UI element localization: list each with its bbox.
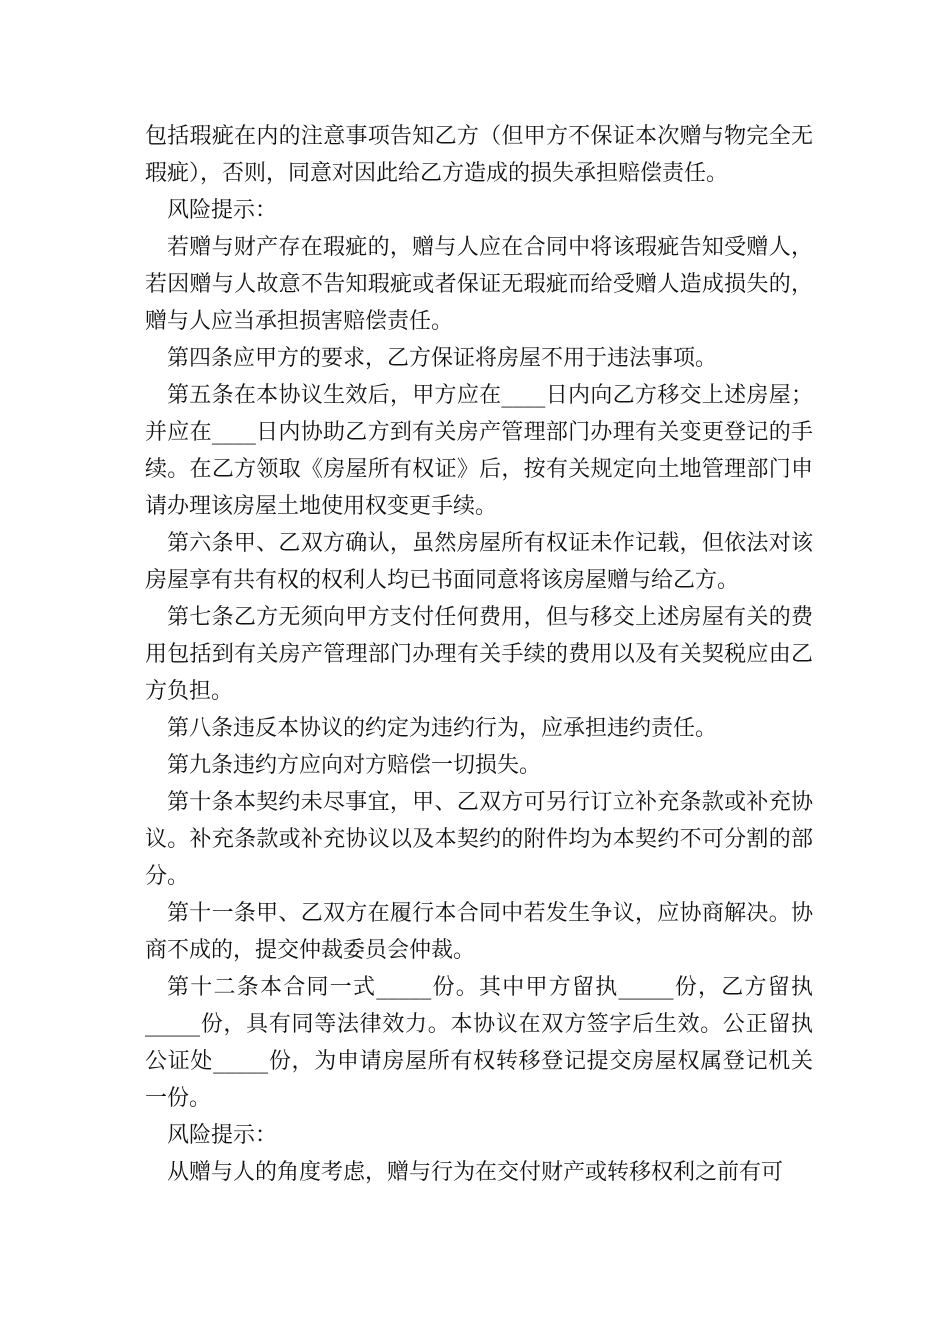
- document-body: [145, 118, 813, 1191]
- clause-12: 第十二条本合同一式_____份。其中甲方留执_____份，乙方留执_____份，具有同等法律效力。本协议在双方签字后生效。公正留执公证处_____份，为申请房屋所有权转移登记提交房屋权属登记机关一份。: [145, 975, 813, 1111]
- clause-11: 第十一条甲、乙双方在履行本合同中若发生争议，应协商解决。协商不成的，提交仲裁委员会仲裁。: [145, 901, 813, 963]
- paragraph-donor-perspective: 从赠与人的角度考虑，赠与行为在交付财产或转移权利之前有可: [167, 1160, 784, 1185]
- clause-7: 第七条乙方无须向甲方支付任何费用，但与移交上述房屋有关的费用包括到有关房产管理部门办理有关手续的费用以及有关契税应由乙方负担。: [145, 605, 813, 704]
- clause-10: 第十条本契约未尽事宜，甲、乙双方可另行订立补充条款或补充协议。补充条款或补充协议以及本契约的附件均为本契约不可分割的部分。: [145, 790, 813, 889]
- risk-notice-heading: 风险提示：: [167, 198, 278, 223]
- risk-notice-heading-2: 风险提示：: [167, 1123, 278, 1148]
- paragraph-defects-disclosure: 包括瑕疵在内的注意事项告知乙方（但甲方不保证本次赠与物完全无瑕疵），否则，同意对因此给乙方造成的损失承担赔偿责任。: [145, 124, 813, 186]
- clause-5: 第五条在本协议生效后，甲方应在____日内向乙方移交上述房屋；并应在____日内协助乙方到有关房产管理部门办理有关变更登记的手续。在乙方领取《房屋所有权证》后，按有关规定向土地管理部门申请办理该房屋土地使用权变更手续。: [145, 383, 813, 519]
- clause-6: 第六条甲、乙双方确认，虽然房屋所有权证未作记载，但依法对该房屋享有共有权的权利人均已书面同意将该房屋赠与给乙方。: [145, 531, 813, 593]
- clause-9: 第九条违约方应向对方赔偿一切损失。: [167, 753, 542, 778]
- clause-8: 第八条违反本协议的约定为违约行为，应承担违约责任。: [167, 716, 718, 741]
- paragraph-risk-defects: 若赠与财产存在瑕疵的，赠与人应在合同中将该瑕疵告知受赠人，若因赠与人故意不告知瑕疵或者保证无瑕疵而给受赠人造成损失的，赠与人应当承担损害赔偿责任。: [145, 235, 813, 334]
- clause-4: 第四条应甲方的要求，乙方保证将房屋不用于违法事项。: [167, 346, 718, 371]
